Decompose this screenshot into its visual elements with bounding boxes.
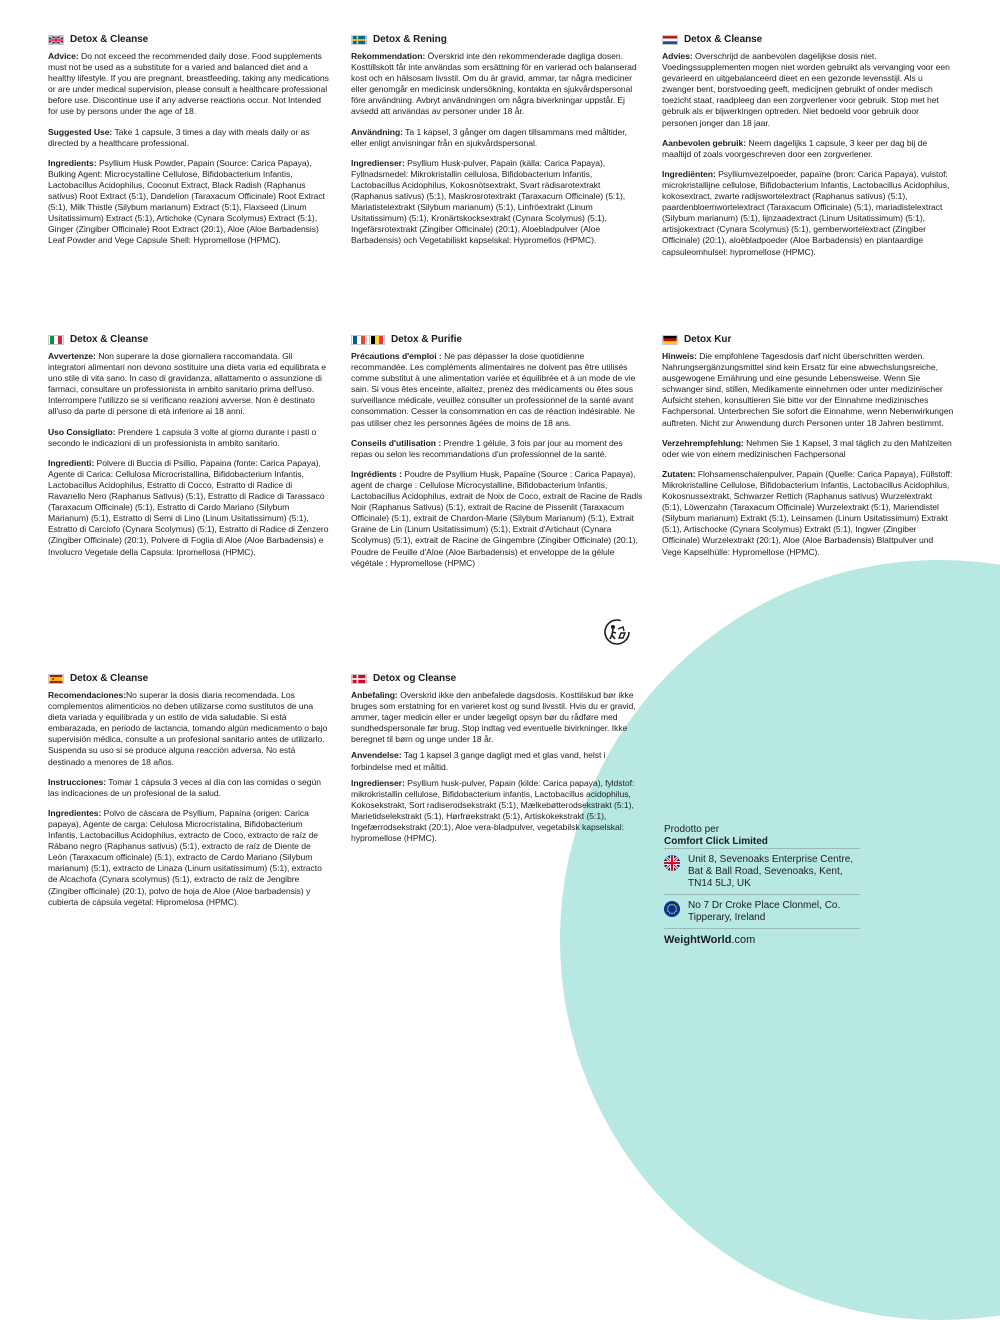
- advice-body: Die empfohlene Tagesdosis darf nicht überschritten werden. Nahrungsergänzungsmittel sind kein Ersatz für eine abwechslungsreiche, ausgewogene Ernährung und eine gesunde Lebensweise. Wenn Sie schwanger sind, stillen, Medikamente einnehmen oder unter medizinischer Aufsicht stehen, konsultieren Sie bitte vor der Einnahme medizinisches Fachpersonal. Unterbrechen Sie sofort die Einnahme, wenn Nebenwirkungen auftreten. Nicht zur Anwendung durch Personen unter 18 Jahren bestimmt.: [662, 351, 954, 428]
- address-ie-text: No 7 Dr Croke Place Clonmel, Co. Tipperary, Ireland: [688, 900, 841, 923]
- ingredients-label: Ingredienser:: [351, 777, 405, 788]
- ingredients-label: Ingredientes:: [48, 807, 102, 818]
- advice-label: Rekommendation:: [351, 51, 426, 61]
- eu-flag-icon: [664, 901, 680, 917]
- advice-label: Advice:: [48, 51, 79, 61]
- section-italian: [48, 334, 330, 567]
- advice-text: [662, 351, 954, 429]
- section-header: [48, 673, 330, 685]
- section-german: [662, 334, 954, 567]
- usage-text: [48, 777, 330, 799]
- ingredients-text: [351, 469, 643, 569]
- produced-for-label: Prodotto per: [664, 824, 720, 835]
- ingredients-text: [48, 808, 330, 908]
- section-danish: [351, 673, 641, 853]
- section-title: Detox & Rening: [373, 34, 447, 45]
- advice-body: Do not exceed the recommended daily dose. Food supplements must not be used as a substitute for a varied and balanced diet and a healthy lifestyle. If you are pregnant, breastfeeding, taking any medications or are under medical supervision, please consult a healthcare professional before use. Discontinue use if any adverse reactions occur. Not Intended for use by persons under the age of 18.: [48, 51, 329, 117]
- usage-body: Prendre 1 gélule, 3 fois par jour au moment des repas ou selon les recommandations d'un professionnel de la santé.: [351, 437, 623, 459]
- section-swedish: [351, 34, 641, 256]
- ingredients-body: Flohsamenschalenpulver, Papain (Quelle: Carica Papaya), Füllstoff: Mikrokristalline Cellulose, Bifidobacterium Infantis, Lactobacillus Acidophilus, Kokosnussextrakt, Schwarzer Rettich (Raphanus sativus) Wurzelextrakt (5:1), Löwenzahn (Taraxacum Officinale) Wurzelextrakt (5:1), Mariendistel (Silybum marianum) Extrakt (5:1), Leinsamen (Linum Usitatissimum) Extrakt (5:1), Artischocke (Cynara Scolymus) Extrakt (5:1), Ingwer (Zingiber Officinale) Wurzelextrakt (20:1), Aloe (Aloe Barbadensis) Blattpulver und Vege Kapselhülle: Hypromellose (HPMC).: [662, 468, 953, 557]
- usage-label: Anvendelse:: [351, 750, 402, 761]
- ingredients-text: [662, 169, 954, 258]
- brand-domain: .com: [731, 934, 756, 946]
- ingredients-body: Psyllium husk-pulver, Papain (kilde: Carica papaya), fyldstof: mikrokristallin cellulose, Bifidobacterium infantis, Lactobacillus acidophilus, Kokosekstrakt, Sort radiserodsekstrakt (5:1), Mælkebøtterodsekstrakt (5:1), Marietidselekstrakt (5:1), Hørfrøekstrakt (5:1), Artiskokekstrakt (5:1), Ingefærrodsekstrakt (20:1), Aloe vera-bladpulver, vegetabilsk kapselskal: hypromellose (HPMC).: [351, 777, 635, 844]
- advice-body: Ne pas dépasser la dose quotidienne recommandée. Les compléments alimentaires ne doivent pas être utilisés comme substitut à une alimentation variée et équilibrée et à un mode de vie sain. Si vous êtes enceinte, allaitez, prenez des médicaments ou êtes sous surveillance médicale, veuillez consulter un professionnel de la santé avant consommation. Cesser la consommation en cas de réaction indésirable. Ne pas utiliser chez les personnes âgées de moins de 18 ans.: [351, 351, 636, 428]
- section-title: Detox & Cleanse: [70, 34, 149, 45]
- advice-text: [351, 51, 641, 118]
- usage-label: Verzehrempfehlung:: [662, 437, 744, 448]
- ingredients-label: Ingrédients :: [351, 468, 402, 479]
- section-header: [48, 34, 330, 46]
- usage-label: Aanbevolen gebruik:: [662, 137, 747, 148]
- usage-text: [351, 438, 643, 460]
- usage-label: Uso Consigliato:: [48, 426, 116, 437]
- advice-label: Hinweis:: [662, 351, 697, 361]
- ingredients-body: Psyllium Husk-pulver, Papain (källa: Carica Papaya), Fyllnadsmedel: Mikrokristallin cellulosa, Bifidobacterium Infantis, Lactobacillus Acidophilus, Kokosnötsextrakt, Svart rädisarotextrakt (Raphanus sativus) (5:1), Maskrosrotextrakt (Taraxacum Officinale) (5:1), Mariatistelextrakt (Silybum marianum) (5:1), Linfröextrakt (Linum Usitatissimum) (5:1), Kronärtskocksextrakt (Cynara Scolymus) (5:1), Ingefärsrotextrakt (Zingiber Officinale) (20:1), Aloebladpulver (Aloe Barbadensis) och Vegetabiliskt kapselskal: Hypromellos (HPMC).: [351, 157, 626, 246]
- address-uk-text: Unit 8, Sevenoaks Enterprise Centre, Bat & Ball Road, Sevenoaks, Kent, TN14 5LJ, UK: [688, 854, 854, 889]
- advice-text: [662, 51, 954, 129]
- advice-text: [48, 351, 330, 418]
- section-title: Detox & Purifie: [391, 334, 462, 345]
- ingredients-label: Ingredienser:: [351, 157, 405, 168]
- section-title: Detox og Cleanse: [373, 673, 457, 684]
- section-title: Detox Kur: [684, 334, 732, 345]
- advice-label: Avvertenze:: [48, 351, 96, 361]
- italy-flag-icon: [48, 335, 64, 345]
- spain-flag-icon: [48, 674, 64, 684]
- uk-flag-icon: [48, 35, 64, 45]
- usage-body: Take 1 capsule, 3 times a day with meals daily or as directed by a healthcare professional.: [48, 126, 310, 148]
- manufacturer-info: [664, 824, 860, 946]
- ingredients-body: Poudre de Psyllium Husk, Papaïne (Source : Carica Papaya), agent de charge : Cellulose Microcystalline, Bifidobacterium Infantis, Lactobacillus Acidophilus, extrait de Noix de Coco, extrait de Racine de Radis Noir (Raphanus Sativus) (5:1), extrait de Racine de Pissenlit (Taraxacum Officinale) (5:1), extrait de Chardon-Marie (Silybum Marianum) (5:1), Extrait Graine de Lin (Linum Usitatissimum) (5:1), Extrait d'Artichaut (Cynara Scolymus) (5:1), extrait de Racine de Gingembre (Zingiber Officinale) (20:1), Poudre de Feuille d'Aloe (Aloe Barbadensis) et enveloppe de la gélule végétale : Hypromellose (HPMC): [351, 468, 643, 568]
- germany-flag-icon: [662, 335, 678, 345]
- ingredients-text: [48, 158, 330, 247]
- usage-text: [351, 750, 641, 772]
- ingredients-body: Psylliumvezelpoeder, papaïne (bron: Carica Papaya), vulstof: microkristallijne cellulose, Bifidobacterium Infantis, Lactobacillus Acidophilus, kokosextract, zwarte radijswortelextract (Raphanus sativus) (5:1), paardenbloemwortelextract (Taraxacum Officinale) (5:1), mariadistelextract (Silybum marianum) (5:1), lijnzaadextract (Linum Usitatissimum) (5:1), artisjokextract (Cynara Scolymus) (5:1), gemberwortelextract (Zingiber Officinale) (20:1), aloëbladpoeder (Aloe Barbadensis) en plantaardige capsuleomhulsel: hypromellose (HPMC).: [662, 168, 950, 257]
- advice-label: Précautions d'emploi :: [351, 351, 442, 361]
- usage-text: [48, 127, 330, 149]
- usage-body: Tag 1 kapsel 3 gange dagligt med et glas vand, helst i forbindelse med et måltid.: [351, 750, 606, 772]
- ingredients-text: [48, 458, 330, 558]
- section-spanish: [48, 673, 330, 917]
- section-title: Detox & Cleanse: [70, 673, 149, 684]
- advice-label: Recomendaciones:: [48, 690, 127, 700]
- ingredients-label: Ingredients:: [48, 157, 97, 168]
- denmark-flag-icon: [351, 674, 367, 684]
- france-flag-icon: [351, 335, 367, 345]
- section-dutch: [662, 34, 954, 267]
- ingredients-label: Ingredienti:: [48, 457, 95, 468]
- sweden-flag-icon: [351, 35, 367, 45]
- section-header: [351, 334, 643, 346]
- address-ie: [664, 894, 860, 928]
- section-english: [48, 34, 330, 256]
- section-header: [662, 334, 954, 346]
- usage-text: [662, 138, 954, 160]
- ingredients-body: Polvo de cáscara de Psyllium, Papaína (origen: Carica papaya), Agente de carga: Celulosa Microcristalina, Bifidobacterium Infantis, Lactobacillus Acidophilus, extracto de Coco, extracto de raíz de Rábano negro (Raphanus sativus) (5:1), extracto de raíz de Diente de León (Taraxacum officinale) (5:1), extracto de Cardo Mariano (Silybum marianum) (5:1), extracto de Linaza (Linum usitatissimum) (5:1), extracto de Alcachofa (Cynara scolymus) (5:1), extracto de raíz de Jengibre (Zingiber officinale) (20:1), polvo de hoja de Aloe (Aloe barbadensis) y cubierta de cápsula vegetal: Hipromelosa (HPMC).: [48, 807, 322, 907]
- advice-body: Overskrid ikke den anbefalede dagsdosis. Kosttilskud bør ikke bruges som erstatning for en varieret kost og sund livsstil. Hvis du er gravid, ammer, tager medicin eller er under lægeligt opsyn bør du rådføre med sundhedspersonale før brug. Stop indtag ved eventuelle bivirkninger. Ikke beregnet til børn og unge under 18 år.: [351, 690, 636, 745]
- advice-text: [351, 690, 641, 745]
- advice-body: Overschrijd de aanbevolen dagelijkse dosis niet. Voedingssupplementen mogen niet worden gebruikt als vervanging voor een gevarieerd en uitgebalanceerd dieet en een gezonde levensstijl. Als u zwanger bent, borstvoeding geeft, medicijnen gebruikt of onder medisch toezicht staat, raadpleeg dan een zorgverlener voor gebruik. Stop met het gebruik als er bijwerkingen optreden. Niet bedoeld voor gebruik door personen jonger dan 18 jaar.: [662, 51, 950, 128]
- advice-text: [48, 51, 330, 118]
- usage-body: Neem dagelijks 1 capsule, 3 keer per dag bij de maaltijd of zoals voorgeschreven door een zorgverlener.: [662, 137, 928, 159]
- usage-label: Användning:: [351, 126, 403, 137]
- company-name: Comfort Click Limited: [664, 836, 768, 847]
- brand-website: [664, 928, 860, 946]
- section-french: [351, 334, 643, 578]
- ingredients-label: Zutaten:: [662, 468, 696, 479]
- advice-body: Non superare la dose giornaliera raccomandata. Gli integratori alimentari non devono sostituire una dieta varia ed equilibrata e uno stile di vita sano. In caso di gravidanza, allattamento o assunzione di farmaci, consultare un professionista in ambito sanitario prima dell'uso. Interrompere l'utilizzo se si verificano reazioni avverse. Non è destinato all'uso da parte di persone di età inferiore ai 18 anni.: [48, 351, 327, 417]
- usage-body: Tomar 1 cápsula 3 veces al día con las comidas o según las indicaciones de un profesional de la salud.: [48, 776, 321, 798]
- ingredients-text: [351, 778, 641, 845]
- ingredients-text: [351, 158, 641, 247]
- advice-text: [48, 690, 330, 768]
- usage-body: Nehmen Sie 1 Kapsel, 3 mal täglich zu den Mahlzeiten oder wie von einem medizinischen Fachpersonal: [662, 437, 952, 459]
- usage-text: [351, 127, 641, 149]
- section-header: [48, 334, 330, 346]
- uk-flag-icon: [664, 855, 680, 871]
- belgium-flag-icon: [369, 335, 385, 345]
- advice-text: [351, 351, 643, 429]
- usage-label: Instrucciones:: [48, 776, 107, 787]
- advice-label: Advies:: [662, 51, 693, 61]
- usage-text: [662, 438, 954, 460]
- ingredients-label: Ingrediënten:: [662, 168, 716, 179]
- section-title: Detox & Cleanse: [70, 334, 149, 345]
- section-header: [351, 34, 641, 46]
- ingredients-body: Polvere di Buccia di Psillio, Papaina (fonte: Carica Papaya), Agente di Carica: Cellulosa Microcristallina, Bifidobacterium Infantis, Lactobacillus Acidophilus, Estratto di Cocco, Estratto di Radice di Ravanello Nero (Raphanus Sativus) (5:1), Estratto di Radice di Tarassaco (Taraxacum Officinale) (5:1), Estratto di Cardo Mariano (Silybum Marianum) (5:1), Estratto di Semi di Lino (Linum Usitatissimum) (5:1), Estratto di Carciofo (Cynara Scolymus) (5:1), Estratto di Radice di Zenzero (Zingiber Officinale) (20:1), Polvere di Foglia di Aloe (Aloe Barbadensis) e Involucro Vegetale della Capsula: Ipromellosa (HPMC).: [48, 457, 329, 557]
- usage-body: Ta 1 kapsel, 3 gånger om dagen tillsammans med måltider, eller enligt anvisningar från en sjukvårdspersonal.: [351, 126, 627, 148]
- section-header: [351, 673, 641, 685]
- recycling-icon: [603, 618, 631, 646]
- netherlands-flag-icon: [662, 35, 678, 45]
- section-header: [662, 34, 954, 46]
- usage-label: Conseils d'utilisation :: [351, 437, 442, 448]
- ingredients-text: [662, 469, 954, 558]
- brand-name: WeightWorld: [664, 934, 732, 946]
- usage-body: Prendere 1 capsula 3 volte al giorno durante i pasti o secondo le indicazioni di un professionista in ambito sanitario.: [48, 426, 317, 448]
- usage-text: [48, 427, 330, 449]
- address-uk: [664, 848, 860, 894]
- advice-label: Anbefaling:: [351, 690, 398, 700]
- advice-body: Överskrid inte den rekommenderade dagliga dosen. Kosttillskott får inte användas som ersättning för en varierad och balanserad kost och en hälsosam livsstil. Om du är gravid, ammar, tar några mediciner eller genomgår en medicinsk undersökning, kontakta en sjukvårdspersonal före användning. Avbryt användningen om några biverkningar uppstår. Ej avsedd att användas av personer under 18 år.: [351, 51, 637, 117]
- advice-body: No superar la dosis diaria recomendada. Los complementos alimenticios no deben utilizarse como sustitutos de una dieta variada y equilibrada y un estilo de vida saludable. Si está embarazada, en periodo de lactancia, tomando algún medicamento o bajo supervisión médica, consulte a un profesional sanitario antes de utilizarlo. Suspenda su uso si se produce alguna reacción adversa. No está destinado a menores de 18 años.: [48, 690, 328, 767]
- ingredients-body: Psyllium Husk Powder, Papain (Source: Carica Papaya), Bulking Agent: Microcystalline Cellulose, Bifidobacterium Infantis, Lactobacillus Acidophilus, Coconut Extract, Black Radish (Raphanus sativus) Root Extract (5:1), Dandelion (Taraxacum Officinale) Root Extract (5:1), Milk Thistle (Silybum marianum) Extract (5:1), Flaxseed (Linum Usitatissimum) Extract (5:1), Artichoke (Cynara Scolymus) Extract (5:1), Ginger (Zingiber Officinale) Root Extract (20:1), Aloe (Aloe Barbadensis) Leaf Powder and Vege Capsule Shell: Hypromellose (HPMC).: [48, 157, 325, 246]
- section-title: Detox & Cleanse: [684, 34, 763, 45]
- usage-label: Suggested Use:: [48, 126, 113, 137]
